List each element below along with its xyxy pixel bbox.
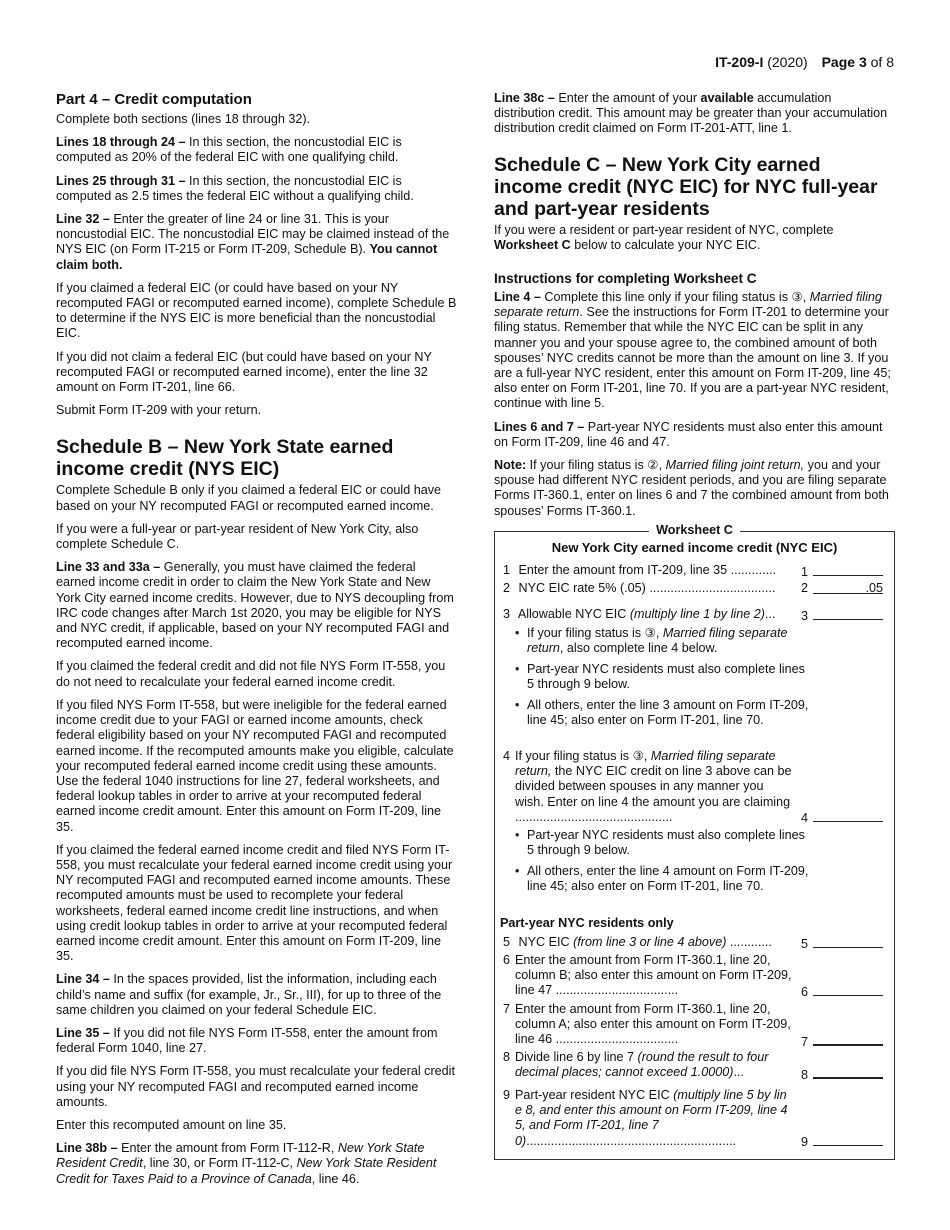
- ws-line-5-field[interactable]: 5: [801, 935, 887, 952]
- part4-title: Part 4 – Credit computation: [56, 91, 252, 108]
- ws-bullet-3c: • All others, enter the line 3 amount on Form IT-209, line 45; also enter on Form IT-201, line 70.: [515, 698, 809, 728]
- para-submit: Submit Form IT-209 with your return.: [56, 403, 262, 418]
- right-column: [494, 91, 894, 527]
- instructions-title: Instructions for completing Worksheet C: [494, 271, 757, 287]
- para-claimed-filed-it558: If you claimed the federal earned income credit and filed NYS Form IT-558, you must recalculate your federal earned income credit using your NY recomputed FAGI and recomputed earned income amounts. These recomputed amounts must be used to recomplete your federal worksheets, federal earned income credit line instructions, and when using credit lookup tables in order to arrive at your recomputed federal earned income credit amount. Enter this amount on Form IT-209, line 35.: [56, 842, 453, 964]
- worksheet-subtitle: New York City earned income credit (NYC EIC): [551, 540, 838, 555]
- para-fed-no-it558: If you claimed the federal credit and did not file NYS Form IT-558, you do not need to recalculate your federal earned income credit.: [56, 659, 446, 689]
- left-column: [56, 91, 458, 1195]
- ws-line-9: 9 Part-year resident NYC EIC (multiply line 5 by line 8, and enter this amount on Form IT-209, line 45, and Form IT-201, line 70)............................................................: [503, 1088, 788, 1148]
- schedule-c-title: Schedule C – New York City earned income credit (NYC EIC) for NYC full-year and part-year residents: [494, 153, 878, 220]
- para-line-33: Line 33 and 33a – Generally, you must have claimed the federal earned income credit in order to claim the New York State and New York City earned income credits. However, due to NYS decoupling from IRC code changes after March 1st 2020, you may be eligible for NYS and NYC credit, if applicable, based on your NY recomputed FAGI and recomputed earned income.: [56, 560, 454, 651]
- ws-bullet-4a: • Part-year NYC residents must also complete lines 5 through 9 below.: [515, 828, 805, 858]
- ws-line-1-field[interactable]: 1: [801, 563, 887, 580]
- ws-line-2-value: .05: [813, 581, 883, 594]
- form-year: (2020): [767, 54, 808, 70]
- schedule-b-para-2: If you were a full-year or part-year resident of New York City, also complete Schedule C.: [56, 521, 419, 552]
- para-not-claimed-eic: If you did not claim a federal EIC (but could have based on your NY recomputed FAGI or recomputed earned income), enter the line 32 amount on Form IT-201, line 66.: [56, 349, 432, 395]
- ws-line-7-field[interactable]: 7: [801, 1032, 887, 1050]
- ws-line-7: 7 Enter the amount from Form IT-360.1, line 20, column A; also enter this amount on Form IT-209, line 46 ...................................: [503, 1002, 791, 1047]
- para-line-38c: Line 38c – Enter the amount of your available accumulation distribution credit. This amount may be greater than your accumulation distribution credit claimed on Form IT-201-ATT, line 1.: [494, 91, 888, 136]
- worksheet-title: Worksheet C: [495, 523, 894, 538]
- ws-line-3-field[interactable]: 3: [801, 607, 887, 624]
- schedule-b-title: Schedule B – New York State earned income credit (NYS EIC): [56, 436, 394, 481]
- ws-line-8-field[interactable]: 8: [801, 1065, 887, 1083]
- ws-bullet-3a: • If your filing status is ③, Married filing separate return, also complete line 4 below.: [515, 626, 788, 656]
- ws-line-8: 8 Divide line 6 by line 7 (round the result to four decimal places; cannot exceed 1.0000)...: [503, 1050, 769, 1080]
- schedule-b-para-1: Complete Schedule B only if you claimed a federal EIC or could have based on your NY recomputed FAGI or recomputed earned income.: [56, 483, 442, 513]
- para-note: Note: If your filing status is ②, Married filing joint return, you and your spouse had different NYC resident periods, and you are filing separate Forms IT-360.1, enter on lines 6 and 7 the combined amount from both spouses’ Forms IT-360.1.: [494, 458, 889, 518]
- para-line-34: Line 34 – In the spaces provided, list the information, including each child’s name and suffix (for example, Jr., Sr., III), for up to three of the same children you claimed on your federal Schedule EIC.: [56, 972, 442, 1017]
- worksheet-c: [494, 523, 895, 1160]
- para-lines-18-24: Lines 18 through 24 – In this section, the noncustodial EIC is computed as 20% of the federal EIC with one qualifying child.: [56, 135, 402, 165]
- para-claimed-eic: If you claimed a federal EIC (or could have based on your NY recomputed FAGI or recomputed earned income), complete Schedule B to determine if the NYS EIC is more beneficial than the noncustodial EIC.: [56, 280, 457, 341]
- form-number: IT-209-I: [715, 54, 764, 70]
- ws-bullet-3b: • Part-year NYC residents must also complete lines 5 through 9 below.: [515, 662, 805, 692]
- para-line-35-b: If you did file NYS Form IT-558, you must recalculate your federal credit using your NY recomputed FAGI and recomputed earned income amounts.: [56, 1064, 455, 1109]
- para-line-35-c: Enter this recomputed amount on line 35.: [56, 1117, 287, 1132]
- ws-line-9-field[interactable]: 9: [801, 1133, 887, 1150]
- ws-line-4: 4 If your filing status is ③, Married filing separate return, the NYC EIC credit on line 3 above can be divided between spouses in any manner you wish. Enter on line 4 the amount you are claiming .............................................: [503, 749, 792, 824]
- part-year-heading: Part-year NYC residents only: [500, 916, 674, 930]
- para-line-32: Line 32 – Enter the greater of line 24 or line 31. This is your noncustodial EIC. The noncustodial EIC may be claimed instead of the NYS EIC (on Form IT-215 or Form IT-209, Schedule B). You cannot claim both.: [56, 212, 450, 272]
- ws-line-4-field[interactable]: 4: [801, 809, 887, 826]
- page-of: of 8: [870, 54, 894, 70]
- para-lines-6-7: Lines 6 and 7 – Part-year NYC residents must also enter this amount on Form IT-209, line 46 and 47.: [494, 419, 883, 449]
- ws-bullet-4b: • All others, enter the line 4 amount on Form IT-209, line 45; also enter on Form IT-201, line 70.: [515, 864, 809, 894]
- ws-line-2-field[interactable]: 2 .05: [801, 581, 883, 595]
- para-lines-25-31: Lines 25 through 31 – In this section, the noncustodial EIC is computed as 2.5 times the federal EIC without a qualifying child.: [56, 173, 414, 203]
- part4-intro: Complete both sections (lines 18 through 32).: [56, 112, 311, 126]
- schedule-c-intro: If you were a resident or part-year resident of NYC, complete Worksheet C below to calculate your NYC EIC.: [494, 222, 834, 252]
- ws-line-1: 1 Enter the amount from IT-209, line 35 .............: [503, 563, 777, 577]
- para-filed-it558: If you filed NYS Form IT-558, but were ineligible for the federal earned income credit due to your FAGI or earned income amounts, check federal eligibility based on your NY recomputed FAGI and recomputed earned income. If the recomputed amounts make you eligible, calculate your recomputed federal earned income credit using these amounts. Use the federal 1040 instructions for line 27, federal worksheets, and federal lookup tables in order to arrive at your recomputed federal earned income credit amount. Enter this amount on Form IT-209, line 35.: [56, 697, 454, 834]
- para-line-38b: Line 38b – Enter the amount from Form IT-112-R, New York State Resident Credit, line 30, or Form IT-112-C, New York State Resident Credit for Taxes Paid to a Province of Canada, line 46.: [56, 1141, 437, 1186]
- para-line-4: Line 4 – Complete this line only if your filing status is ③, Married filing separate return. See the instructions for Form IT-201 to determine your filing status. Remember that while the NYC EIC can be split in any manner you and your spouse agree to, the combined amount of both spouses’ NYC credits cannot be more than the amount on line 3. If you are a full-year NYC resident, enter this amount on Form IT-209, line 45; also enter on Form IT-201, line 70. If you are a part-year NYC resident, continue with line 5.: [494, 290, 891, 411]
- para-line-35: Line 35 – If you did not file NYS Form IT-558, enter the amount from federal Form 1040, line 27.: [56, 1025, 438, 1056]
- ws-line-2: 2 NYC EIC rate 5% (.05) ....................................: [503, 581, 776, 595]
- ws-line-6-field[interactable]: 6: [801, 983, 887, 1000]
- ws-line-3: 3 Allowable NYC EIC (multiply line 1 by line 2)...: [503, 607, 776, 621]
- page-label: Page 3: [821, 54, 867, 70]
- ws-line-5: 5 NYC EIC (from line 3 or line 4 above) ............: [503, 935, 772, 949]
- ws-line-6: 6 Enter the amount from Form IT-360.1, line 20, column B; also enter this amount on Form IT-209, line 47 ...................................: [503, 953, 792, 998]
- page-header: [715, 54, 894, 70]
